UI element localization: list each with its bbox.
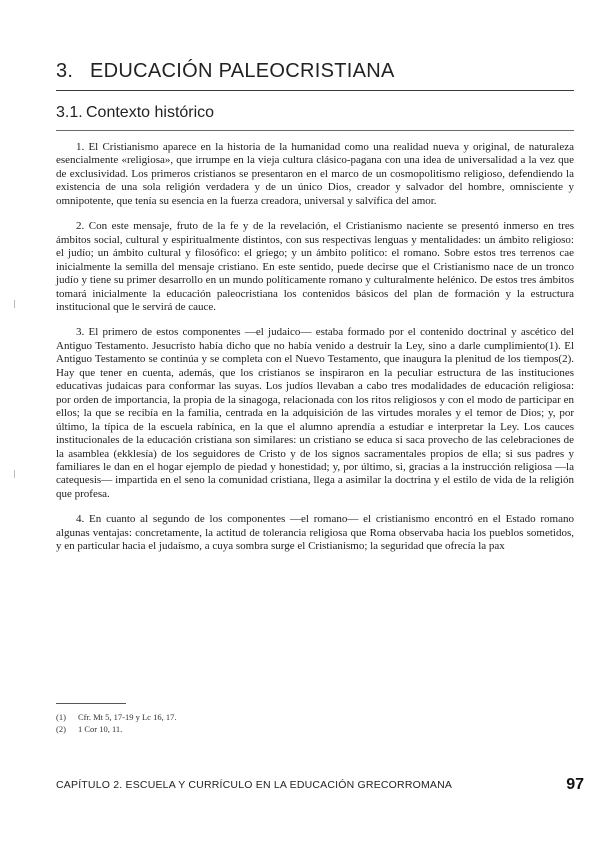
paragraph-2: 2. Con este mensaje, fruto de la fe y de la revelación, el Cristianismo naciente se presentó inmerso en tres ámbitos social, cultural y espiritualmente distintos, con sus respectivas lenguas y mentalidades: un ámbito religioso: el judío; un ámbito cultural y filosófico: el griego; y un ámbito político: el romano. Sobre estos tres terrenos cae inicialmente la semilla del mensaje cristiano. En este sentido, puede decirse que el Cristianismo nace de un tronco judío y tiene su primer desarrollo en un mundo políticamente romano y culturalmente helénico. De estos tres ámbitos tomará inicialmente la educación paleocristiana los contenidos básicos del plan de formación y la estructura institucional que le servirá de cauce.	[56, 220, 574, 313]
section-rule	[56, 130, 574, 131]
footnote-2-text: 1 Cor 10, 11.	[78, 724, 123, 734]
footnotes	[56, 711, 456, 735]
section-number: 3.1.	[56, 104, 83, 121]
footnote-2-number: (2)	[56, 724, 66, 734]
chapter-title: EDUCACIÓN PALEOCRISTIANA	[90, 60, 395, 82]
paragraph-1: 1. El Cristianismo aparece en la historia de la humanidad como una realidad nueva y original, de naturaleza esencialmente «religiosa», que irrumpe en la vieja cultura clásico-pagana con una idea de universalidad a la vez que de exclusividad. Los primeros cristianos se presentaron en el marco de un cosmopolitismo religioso, defendiendo la existencia de una sola religión verdadera y de un único Dios, creador y salvador del hombre, omnisciente y omnipotente, que tenía su esencia en la fuerza creadora, universal y salvífica del amor.	[56, 141, 574, 207]
footnote-1-number: (1)	[56, 712, 66, 722]
paragraph-3: 3. El primero de estos componentes —el judaico— estaba formado por el contenido doctrinal y ascético del Antiguo Testamento. Jesucristo había dicho que no había venido a destruir la Ley, sino a darle cumplimiento(1). El Antiguo Testamento se continúa y se completa con el Nuevo Testamento, que inaugura la plenitud de los tiempos(2). Hay que tener en cuenta, además, que los cristianos se inspiraron en la peculiar estructura de las instituciones educativas judaicas para conformar las suyas. Los judíos llevaban a cabo tres modalidades de educación religiosa: por orden de importancia, la propia de la sinagoga, relacionada con los ritos religiosos y con el modo de participar en ellos; la que se recibía en la familia, centrada en la adquisición de las virtudes morales y el temor de Dios; y, por último, la típica de la escuela rabínica, en la que el alumno aprendía a estudiar e interpretar la Ley. Los cauces institucionales de la educación cristiana son similares: un cristiano se educa si saca provecho de las celebraciones de la asamblea (ekklesía) de los seguidores de Cristo y de los signos sacramentales propios de ella; si sus padres y familiares le dan en el hogar ejemplo de piedad y honestidad; y, por último, si, gracias a la instrucción religiosa —la catequesis— impartida en el seno la comunidad cristiana, llega a asimilar la doctrina y el estilo de vida de la religión que profesa.	[56, 326, 574, 500]
footnote-2	[56, 723, 456, 735]
page-footer	[56, 776, 584, 794]
footnote-1	[56, 711, 456, 723]
chapter-rule	[56, 90, 574, 91]
body-text	[56, 141, 574, 554]
page-number: 97	[566, 776, 584, 793]
chapter-number: 3.	[56, 60, 74, 82]
paragraph-4: 4. En cuanto al segundo de los componentes —el romano— el cristianismo encontró en el Estado romano algunas ventajas: concretamente, la actitud de tolerancia religiosa que Roma observaba hacia los pueblos sometidos, y en particular hacia el judaísmo, a cuya sombra surge el Cristianismo; la seguridad que ofrecía la pax	[56, 513, 574, 553]
section-title: Contexto histórico	[86, 104, 215, 121]
footnote-1-text: Cfr. Mt 5, 17-19 y Lc 16, 17.	[78, 712, 177, 722]
margin-mark	[14, 470, 15, 478]
running-title: CAPÍTULO 2. ESCUELA Y CURRÍCULO EN LA EDUCACIÓN GRECORROMANA	[56, 779, 453, 791]
footnote-rule	[56, 703, 126, 704]
chapter-heading	[56, 60, 395, 83]
margin-mark	[14, 300, 15, 308]
section-heading	[56, 104, 214, 122]
